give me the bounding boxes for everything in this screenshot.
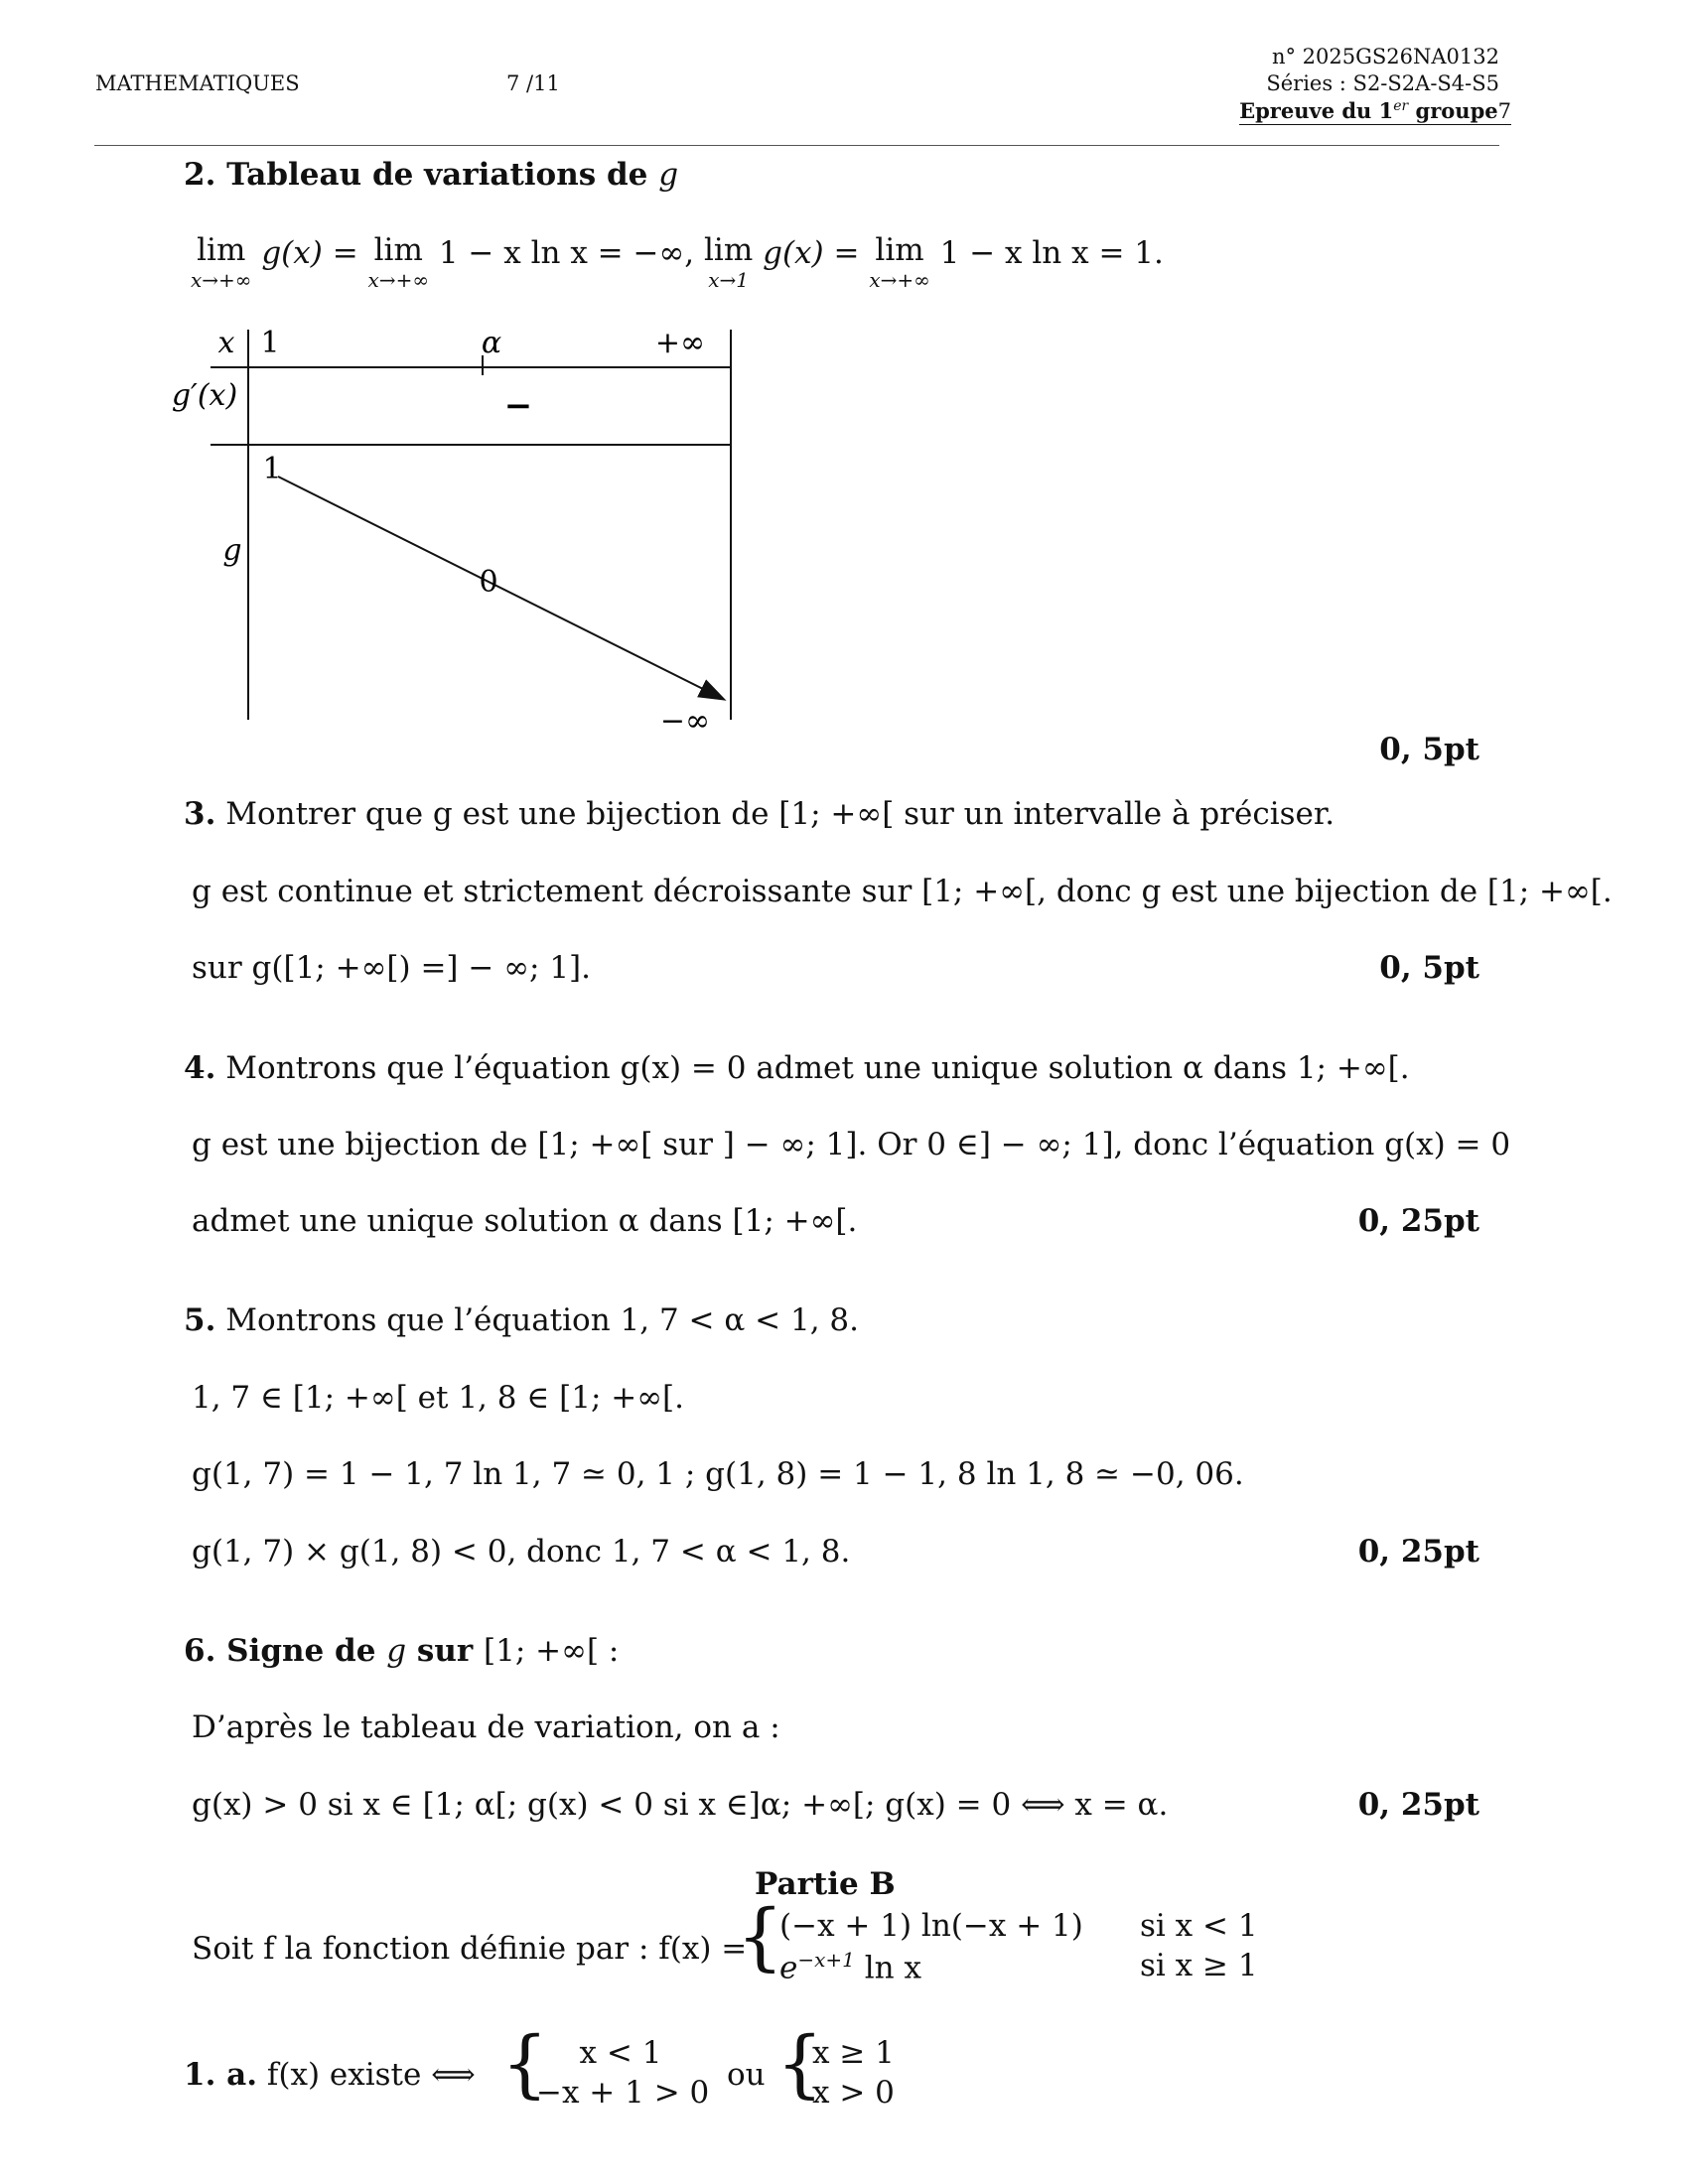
lim-word: lim xyxy=(875,232,924,268)
section2-limits xyxy=(191,232,1164,292)
table-g-bottom: −∞ xyxy=(659,704,711,735)
case2-sup: −x+1 xyxy=(797,1948,855,1972)
section4-question-text: Montrons que l’équation g(x) = 0 admet une unique solution α dans 1; +∞[. xyxy=(215,1050,1410,1086)
section6-title-c: [1; +∞[ : xyxy=(484,1633,620,1669)
lim-1 xyxy=(191,232,252,292)
header-series: Séries : S2-S2A-S4-S5 xyxy=(1266,71,1499,95)
section3-number: 3. xyxy=(184,796,216,832)
section5-number: 5. xyxy=(184,1302,216,1338)
table-gprime-sign: − xyxy=(503,386,533,426)
section6-title-b: sur xyxy=(406,1633,485,1669)
lim-sub: x→+∞ xyxy=(191,268,252,292)
lim-2 xyxy=(367,232,429,292)
q1a-sys1-line2: −x + 1 > 0 xyxy=(536,2075,710,2111)
section2-points: 0, 5pt xyxy=(1379,732,1479,767)
section6-title-var: g xyxy=(386,1633,407,1669)
epreuve-text: Epreuve du 1 xyxy=(1239,98,1394,123)
table-gprime-label: g′(x) xyxy=(171,378,238,413)
section2-title: Tableau de variations de xyxy=(226,157,659,193)
lim-sub: x→+∞ xyxy=(367,268,429,292)
section5-points: 0, 25pt xyxy=(1357,1534,1479,1570)
table-g-zero: 0 xyxy=(479,565,498,600)
section5-question-text: Montrons que l’équation 1, 7 < α < 1, 8. xyxy=(215,1302,859,1338)
epreuve-suffix: groupe xyxy=(1408,98,1498,123)
section5-question xyxy=(184,1302,859,1338)
q1a-text xyxy=(184,2057,476,2093)
lim-word: lim xyxy=(373,232,423,268)
q1a-sys1-line1: x < 1 xyxy=(579,2035,662,2071)
section5-line3: g(1, 7) × g(1, 8) < 0, donc 1, 7 < α < 1, 8. xyxy=(192,1534,851,1570)
partB-case1-cond: si x < 1 xyxy=(1140,1908,1258,1944)
header-exam-number: n° 2025GS26NA0132 xyxy=(1271,45,1499,68)
epreuve-tail: 7 xyxy=(1497,99,1511,123)
q1a-brace-1: { xyxy=(501,2021,549,2107)
section4-line2: admet une unique solution α dans [1; +∞[. xyxy=(192,1203,858,1239)
table-x-start: 1 xyxy=(260,326,280,360)
section3-points: 0, 5pt xyxy=(1379,950,1479,986)
section3-question-text: Montrer que g est une bijection de [1; +∞[ sur un intervalle à préciser. xyxy=(215,796,1336,832)
q1a-ou: ou xyxy=(727,2057,766,2093)
lim-4 xyxy=(869,232,930,292)
lim-word: lim xyxy=(704,232,754,268)
header-epreuve xyxy=(1239,98,1511,125)
section2-heading xyxy=(184,157,678,193)
epreuve-sup: er xyxy=(1393,98,1409,114)
section4-number: 4. xyxy=(184,1050,216,1086)
section6-line1: D’après le tableau de variation, on a : xyxy=(192,1709,780,1745)
lim-3 xyxy=(704,232,754,292)
section6-heading xyxy=(184,1633,619,1669)
lim-expr-4: 1 − x ln x = 1. xyxy=(939,235,1164,271)
q1a-brace-2: { xyxy=(776,2021,824,2107)
q1a-sys2-line2: x > 0 xyxy=(812,2075,895,2111)
section3-line1: g est continue et strictement décroissante sur [1; +∞[, donc g est une bijection de [1; +∞[. xyxy=(192,874,1613,909)
section2-title-var: g xyxy=(658,157,679,193)
lim-word: lim xyxy=(197,232,246,268)
lim-sub: x→+∞ xyxy=(869,268,930,292)
section6-line2: g(x) > 0 si x ∈ [1; α[; g(x) < 0 si x ∈]α; +∞[; g(x) = 0 ⟺ x = α. xyxy=(192,1787,1169,1823)
section2-number: 2. xyxy=(184,157,216,193)
section4-line1: g est une bijection de [1; +∞[ sur ] − ∞; 1]. Or 0 ∈] − ∞; 1], donc l’équation g(x) = 0 xyxy=(192,1127,1511,1162)
table-x-alpha: α xyxy=(481,326,502,360)
section3-question xyxy=(184,796,1335,832)
table-g-label: g xyxy=(222,533,242,568)
section5-line1: 1, 7 ∈ [1; +∞[ et 1, 8 ∈ [1; +∞[. xyxy=(192,1380,684,1416)
q1a-label: 1. a. xyxy=(184,2057,258,2093)
decreasing-arrow xyxy=(278,477,723,699)
header-rule xyxy=(94,145,1499,146)
lim-sub: x→1 xyxy=(708,268,750,292)
section6-title-a: Signe de xyxy=(215,1633,387,1669)
section6-points: 0, 25pt xyxy=(1357,1787,1479,1823)
partB-brace: { xyxy=(737,1894,784,1979)
section4-question xyxy=(184,1050,1410,1086)
table-g-top: 1 xyxy=(262,452,282,486)
section3-line2: sur g([1; +∞[) =] − ∞; 1]. xyxy=(192,950,591,986)
lim-expr-1: g(x) = xyxy=(261,235,368,271)
lim-expr-2: 1 − x ln x = −∞, xyxy=(438,235,705,271)
header-subject: MATHEMATIQUES xyxy=(95,71,300,95)
case2-tail: ln x xyxy=(854,1950,921,1986)
case2-base: e xyxy=(779,1950,798,1986)
section6-number: 6. xyxy=(184,1633,216,1669)
partB-title: Partie B xyxy=(755,1866,896,1902)
q1a-statement: f(x) existe ⟺ xyxy=(257,2057,476,2093)
partB-case1-expr: (−x + 1) ln(−x + 1) xyxy=(779,1908,1083,1944)
variation-table xyxy=(149,318,745,735)
partB-case2-cond: si x ≥ 1 xyxy=(1140,1948,1258,1983)
section4-points: 0, 25pt xyxy=(1357,1203,1479,1239)
partB-intro: Soit f la fonction définie par : f(x) = xyxy=(192,1931,748,1967)
q1a-sys2-line1: x ≥ 1 xyxy=(812,2035,895,2071)
partB-case2-expr xyxy=(779,1948,921,1985)
table-x-end: +∞ xyxy=(654,326,706,360)
section5-line2: g(1, 7) = 1 − 1, 7 ln 1, 7 ≃ 0, 1 ; g(1, 8) = 1 − 1, 8 ln 1, 8 ≃ −0, 06. xyxy=(192,1456,1244,1492)
lim-expr-3: g(x) = xyxy=(763,235,870,271)
table-x-label: x xyxy=(217,326,235,360)
header-page-number: 7 /11 xyxy=(506,71,560,95)
